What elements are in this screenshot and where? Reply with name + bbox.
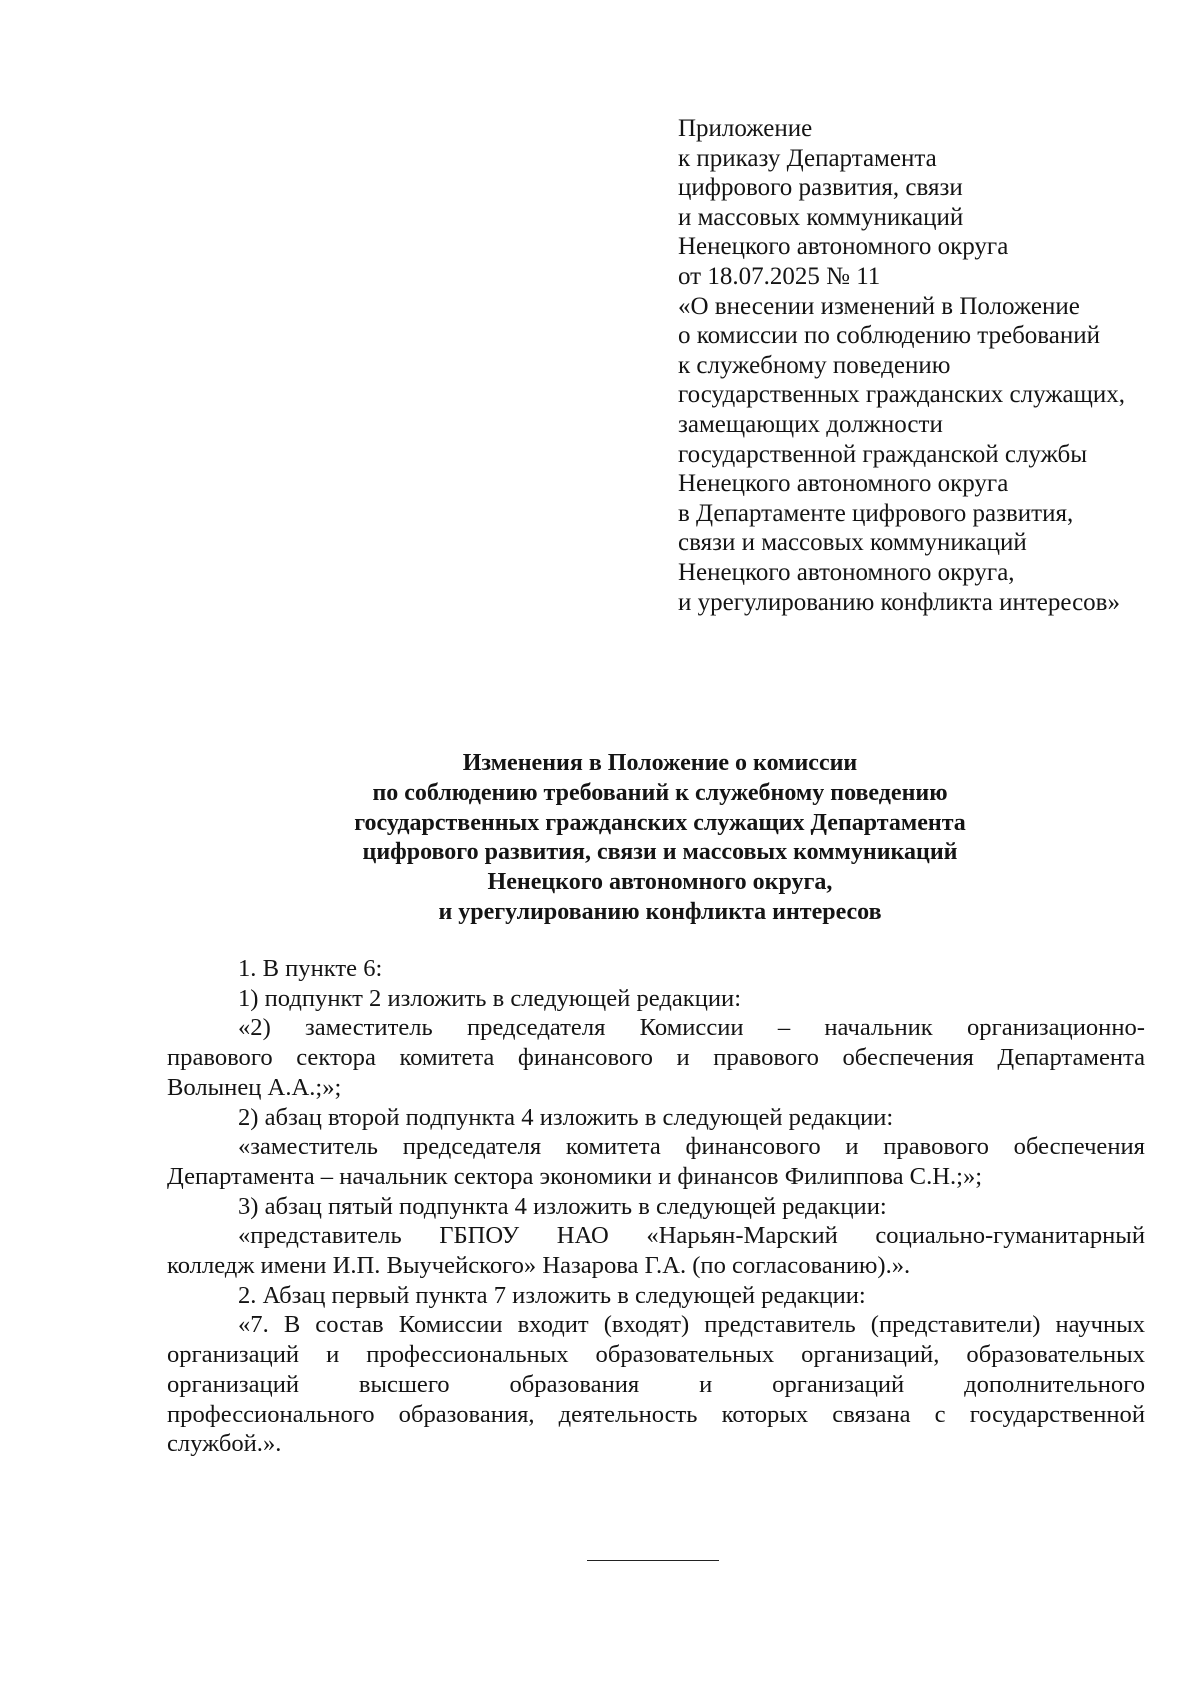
- paragraph-line: организаций высшего образования и организаций дополнительного: [167, 1370, 1145, 1398]
- paragraph-quote-3: [167, 1221, 1145, 1280]
- paragraph-item-1: 1. В пункте 6:: [238, 955, 383, 982]
- title-line: и урегулированию конфликта интересов: [438, 898, 882, 925]
- title-line: Изменения в Положение о комиссии: [462, 750, 858, 776]
- appendix-line: государственной гражданской службы: [678, 440, 1088, 468]
- appendix-line: «О внесении изменений в Положение: [678, 292, 1080, 320]
- paragraph-line: службой.».: [167, 1430, 282, 1458]
- paragraph-line: «представитель ГБПОУ НАО «Нарьян-Марский социально-гуманитарный: [238, 1222, 1145, 1250]
- appendix-line: Ненецкого автономного округа,: [678, 558, 1015, 586]
- paragraph-subitem-2: 2) абзац второй подпункта 4 изложить в следующей редакции:: [238, 1103, 894, 1131]
- paragraph-line: Волынец А.А.;»;: [167, 1073, 342, 1101]
- paragraph-line: правового сектора комитета финансового и правового обеспечения Департамента: [167, 1044, 1145, 1072]
- paragraph-line: «7. В состав Комиссии входит (входят) представитель (представители) научных: [238, 1311, 1145, 1339]
- paragraph-quote-2: [167, 1132, 1145, 1191]
- appendix-line: о комиссии по соблюдению требований: [678, 322, 1101, 350]
- appendix-line: замещающих должности: [678, 410, 943, 438]
- appendix-block: [678, 114, 1178, 617]
- appendix-line: цифрового развития, связи: [678, 174, 963, 202]
- appendix-line: в Департаменте цифрового развития,: [678, 499, 1074, 527]
- paragraph-line: колледж имени И.П. Выучейского» Назарова Г.А. (по согласованию).».: [167, 1252, 911, 1280]
- paragraph-line: организаций и профессиональных образовательных организаций, образовательных: [167, 1341, 1145, 1369]
- appendix-line: к приказу Департамента: [678, 144, 937, 172]
- title-line: цифрового развития, связи и массовых коммуникаций: [362, 839, 958, 866]
- appendix-line: связи и массовых коммуникаций: [678, 529, 1027, 557]
- appendix-line: к служебному поведению: [678, 351, 951, 379]
- title-line: по соблюдению требований к служебному поведению: [372, 779, 948, 806]
- appendix-line: государственных гражданских служащих,: [678, 381, 1126, 409]
- paragraph-line: «заместитель председателя комитета финансового и правового обеспечения: [238, 1133, 1145, 1161]
- paragraph-quote-1: [167, 1013, 1145, 1102]
- appendix-line: Приложение: [678, 115, 813, 142]
- appendix-line: и массовых коммуникаций: [678, 203, 964, 231]
- appendix-line: от 18.07.2025 № 11: [678, 262, 881, 290]
- paragraph-line: «2) заместитель председателя Комиссии – начальник организационно-: [238, 1014, 1145, 1042]
- document-body: [167, 954, 1145, 1459]
- appendix-line: Ненецкого автономного округа: [678, 470, 1009, 498]
- paragraph-quote-4: [167, 1310, 1145, 1459]
- paragraph-subitem-3: 3) абзац пятый подпункта 4 изложить в следующей редакции:: [238, 1192, 887, 1220]
- appendix-line: Ненецкого автономного округа: [678, 233, 1009, 261]
- title-line: Ненецкого автономного округа,: [487, 869, 833, 896]
- end-divider: [587, 1560, 719, 1561]
- appendix-line: и урегулированию конфликта интересов»: [678, 588, 1120, 616]
- document-title: [160, 749, 1160, 928]
- paragraph-item-2: 2. Абзац первый пункта 7 изложить в следующей редакции:: [238, 1281, 866, 1309]
- paragraph-subitem-1: 1) подпункт 2 изложить в следующей редакции:: [238, 984, 742, 1012]
- paragraph-line: Департамента – начальник сектора экономики и финансов Филиппова С.Н.;»;: [167, 1162, 983, 1190]
- title-line: государственных гражданских служащих Департамента: [354, 809, 966, 836]
- paragraph-line: профессионального образования, деятельность которых связана с государственной: [167, 1400, 1145, 1428]
